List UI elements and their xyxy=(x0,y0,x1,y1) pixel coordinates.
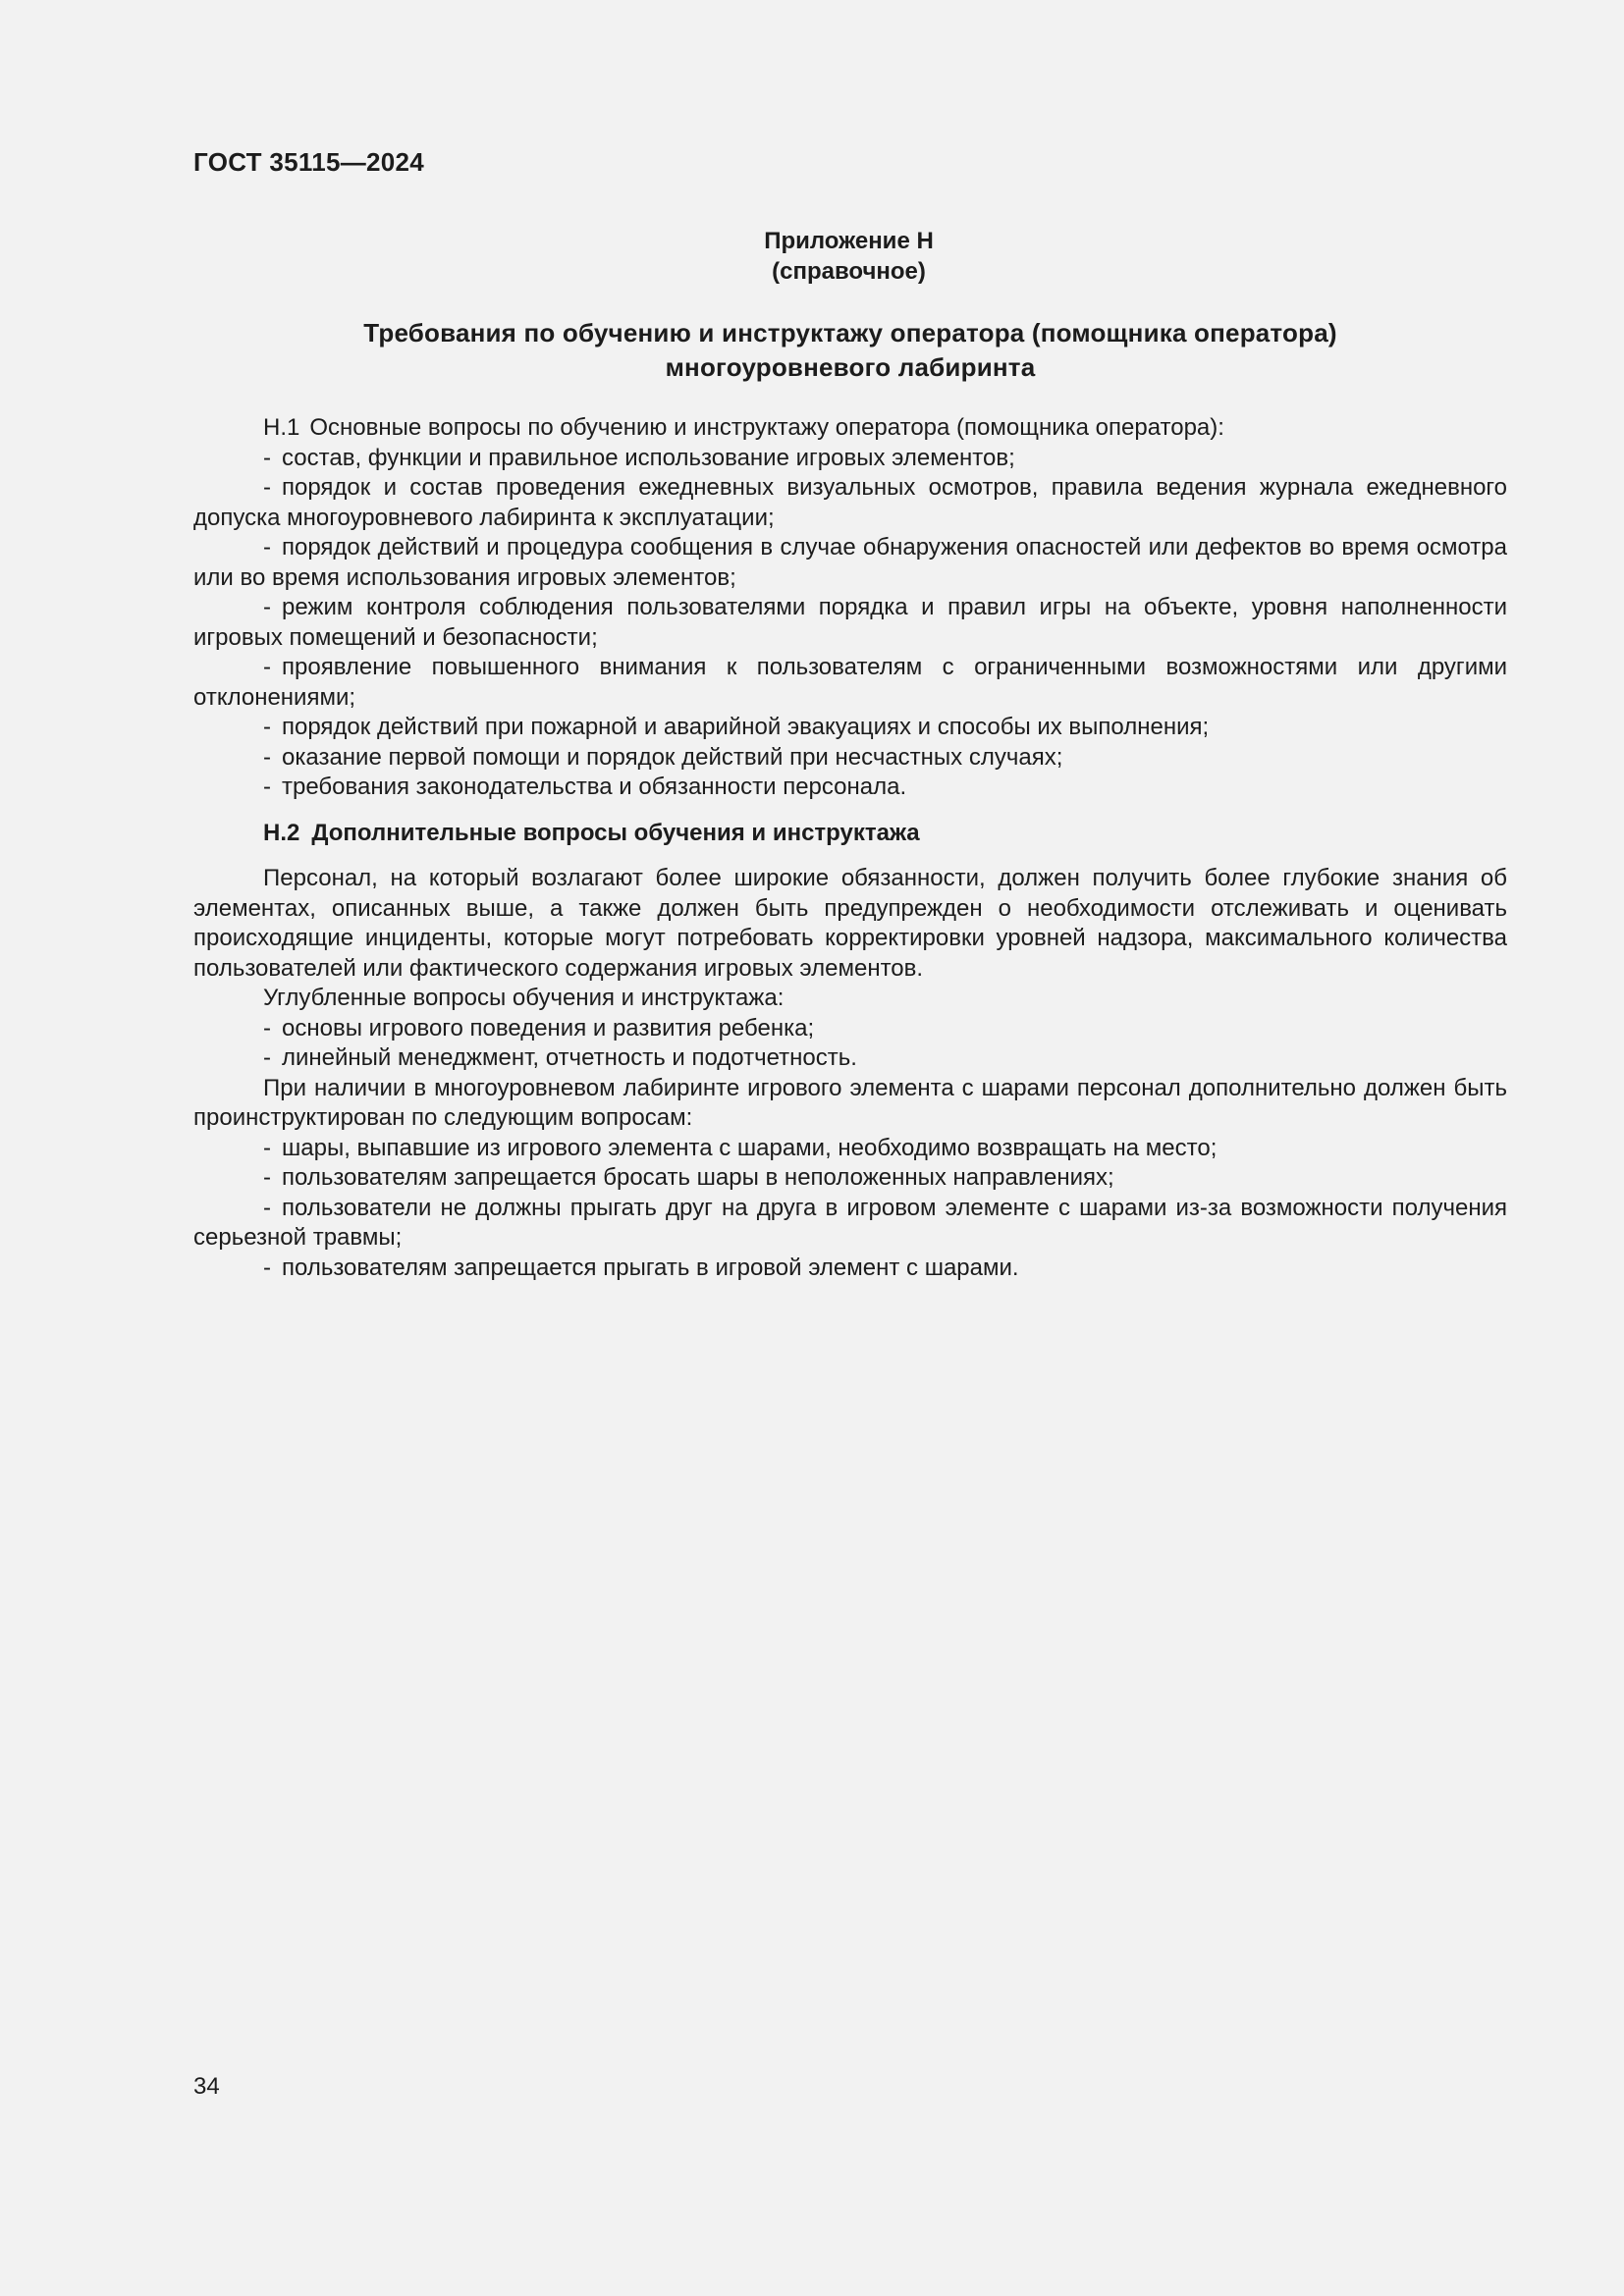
list-item: - требования законодательства и обязанности персонала. xyxy=(263,774,907,800)
section-1-intro xyxy=(193,413,1507,444)
list-item: - основы игрового поведения и развития ребенка; xyxy=(263,1014,815,1041)
section-2-paragraph-2: Углубленные вопросы обучения и инструктажа: xyxy=(263,985,785,1011)
list-item-text: проявление повышенного внимания к пользователям с ограниченными возможностями или другими отклонениями; xyxy=(193,654,1507,711)
list-item-text: порядок действий при пожарной и аварийной эвакуациях и способы их выполнения; xyxy=(282,714,1210,740)
list-item-text: порядок и состав проведения ежедневных визуальных осмотров, правила ведения журнала ежедневного допуска многоуровневого лабиринта к эксплуатации; xyxy=(193,474,1507,531)
list-item-text: оказание первой помощи и порядок действий при несчастных случаях; xyxy=(282,743,1063,771)
section-2-paragraph-1: Персонал, на который возлагают более широкие обязанности, должен получить более глубокие знания об элементах, описанных выше, а также должен быть предупрежден о необходимости отслеживать и оценивать происходящие инциденты, которые могут потребовать корректировки уровней надзора, максимального количества пользователей или фактического содержания игровых элементов. xyxy=(193,865,1507,982)
list-item: - проявление повышенного внимания к пользователям с ограниченными возможностями или другими отклонениями; xyxy=(193,654,1507,711)
list-item-text: требования законодательства и обязанности персонала. xyxy=(282,774,907,800)
list-item: - пользователи не должны прыгать друг на друга в игровом элементе с шарами из-за возможности получения серьезной травмы; xyxy=(193,1194,1507,1251)
list-item: - шары, выпавшие из игрового элемента с шарами, необходимо возвращать на место; xyxy=(263,1134,1218,1161)
list-item: - оказание первой помощи и порядок действий при несчастных случаях; xyxy=(263,743,1063,771)
list-item-text: пользователям запрещается прыгать в игровой элемент с шарами. xyxy=(282,1254,1019,1281)
annex-title xyxy=(193,316,1507,385)
list-item-text: основы игрового поведения и развития ребенка; xyxy=(282,1014,815,1041)
annex-title-line-1: Требования по обучению и инструктажу оператора (помощника оператора) xyxy=(363,318,1337,347)
list-item: - состав, функции и правильное использование игровых элементов; xyxy=(263,444,1015,471)
section-2-number: Н.2 xyxy=(263,819,300,846)
section-1-number: Н.1 xyxy=(263,414,300,441)
list-item-text: линейный менеджмент, отчетность и подотчетность. xyxy=(282,1044,857,1071)
annex-label: Приложение Н xyxy=(764,228,934,254)
document-body xyxy=(193,413,1507,1283)
section-1-intro-text: Основные вопросы по обучению и инструктажу оператора (помощника оператора): xyxy=(309,414,1224,441)
list-item: - порядок действий и процедура сообщения в случае обнаружения опасностей или дефектов во время осмотра или во время использования игровых элементов; xyxy=(193,534,1507,591)
list-item: - режим контроля соблюдения пользователями порядка и правил игры на объекте, уровня наполненности игровых помещений и безопасности; xyxy=(193,594,1507,651)
list-item-text: порядок действий и процедура сообщения в случае обнаружения опасностей или дефектов во время осмотра или во время использования игровых элементов; xyxy=(193,534,1507,591)
list-item-text: шары, выпавшие из игрового элемента с шарами, необходимо возвращать на место; xyxy=(282,1134,1218,1161)
list-item-text: пользователям запрещается бросать шары в неположенных направлениях; xyxy=(282,1164,1114,1191)
section-2-paragraph-3: При наличии в многоуровневом лабиринте игрового элемента с шарами персонал дополнительно должен быть проинструктирован по следующим вопросам: xyxy=(193,1074,1507,1131)
list-item: - пользователям запрещается прыгать в игровой элемент с шарами. xyxy=(263,1254,1019,1281)
list-item-text: состав, функции и правильное использование игровых элементов; xyxy=(282,444,1015,471)
page-number: 34 xyxy=(193,2073,220,2100)
list-item-text: пользователи не должны прыгать друг на друга в игровом элементе с шарами из-за возможности получения серьезной травмы; xyxy=(193,1194,1507,1251)
annex-heading xyxy=(0,226,1624,287)
section-2-heading-text: Дополнительные вопросы обучения и инструктажа xyxy=(311,819,920,846)
list-item-text: режим контроля соблюдения пользователями порядка и правил игры на объекте, уровня наполненности игровых помещений и безопасности; xyxy=(193,594,1507,651)
list-item: - порядок и состав проведения ежедневных визуальных осмотров, правила ведения журнала ежедневного допуска многоуровневого лабиринта к эксплуатации; xyxy=(193,474,1507,531)
list-item: - линейный менеджмент, отчетность и подотчетность. xyxy=(263,1044,857,1071)
list-item: - пользователям запрещается бросать шары в неположенных направлениях; xyxy=(263,1164,1114,1191)
document-code: ГОСТ 35115—2024 xyxy=(193,147,425,177)
list-item: - порядок действий при пожарной и аварийной эвакуациях и способы их выполнения; xyxy=(263,714,1210,740)
annex-title-line-2: многоуровневого лабиринта xyxy=(665,352,1036,382)
annex-status: (справочное) xyxy=(772,258,926,285)
section-2-heading xyxy=(193,803,1507,865)
